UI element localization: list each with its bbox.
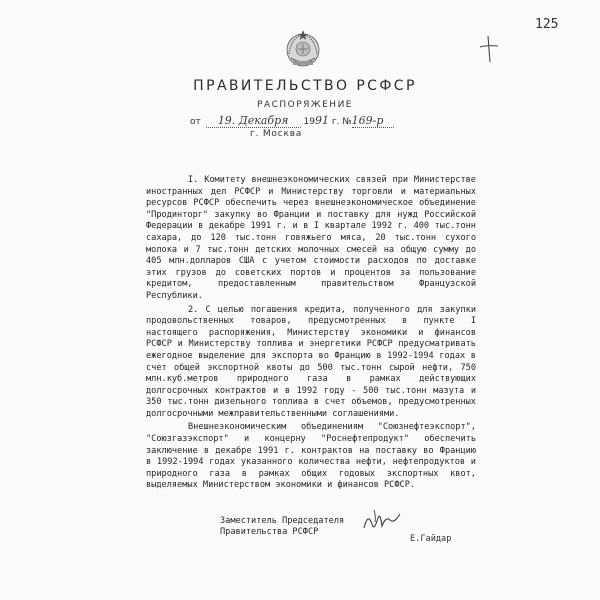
handwritten-number: 169-р	[351, 114, 384, 127]
paragraph-3: Внешнеэкономическим объединениям "Союзнефтеэкспорт", "Союзгазэкспорт" и концерну "Роснефтепродукт" обеспечить заключение в декабре 1991 г. контрактов на поставку во Францию в 1992-1994 годах указанного количества нефти, нефтепродуктов и природного газа в рамках общих годовых экспортных квот, выделяемых Министерством экономики и финансов РСФСР.	[146, 422, 476, 491]
signer-position-line-1: Заместитель Председателя	[220, 516, 345, 526]
document-type: РАСПОРЯЖЕНИЕ	[257, 100, 353, 110]
handwritten-date: 19. Декабря	[217, 114, 289, 127]
number-prefix: №	[342, 117, 352, 127]
paragraph-2: 2. С целью погашения кредита, полученного для закупки продовольственных товаров, предусмотренных в пункте I настоящего распоряжения, Министерству экономики и финансов РСФСР и Министерству топлива и энергетики РСФСР предусматривать ежегодное выделение для экспорта во Францию в 1992-1994 годах в счет общей экспортной квоты до 500 тыс.тонн сырой нефти, 750 млн.куб.метров природного газа в рамках действующих долгосрочных контрактов и в 1992 году - 500 тыс.тонн мазута и 350 тыс.тонн дизельного топлива в счет объемов, предусмотренных долгосрочными межправительственными соглашениями.	[146, 304, 476, 419]
date-field	[206, 114, 301, 128]
paragraph-1: I. Комитету внешнеэкономических связей при Министерстве иностранных дел РСФСР и Министерству торговли и материальных ресурсов РСФСР обеспечить через внешнеэкономическое объединение "Продинторг" закупку во Франции и поставку для нужд Российской Федерации в декабре 1991 г. и в I квартале 1992 г. 400 тыс.тонн сахара, до 120 тыс.тонн говяжьего мяса, 20 тыс.тонн сухого молока и 7 тыс.тонн детских молочных смесей на общую сумму до 405 млн.долларов США с учетом стоимости расходов по доставке этих грузов до советских портов и процентов за пользование кредитом, предоставленным правительством Французской Республики.	[146, 175, 476, 301]
signer-name: Е.Гайдар	[410, 534, 452, 544]
rsfsr-emblem-icon	[283, 28, 323, 70]
signer-position	[220, 516, 344, 538]
year-prefix: 19	[303, 117, 315, 127]
page-number: 125	[535, 17, 559, 32]
year-suffix: г.	[331, 117, 340, 127]
handwritten-year: 91	[314, 114, 329, 127]
date-prefix: от	[190, 117, 201, 127]
government-title: ПРАВИТЕЛЬСТВО РСФСР	[193, 78, 417, 94]
signer-position-line-2: Правительства РСФСР	[220, 527, 319, 537]
number-field	[352, 114, 394, 128]
city: г. Москва	[250, 129, 303, 139]
handwritten-signature-icon	[360, 506, 405, 536]
document-body	[146, 175, 476, 492]
handwritten-cross-mark-icon	[478, 34, 500, 64]
date-number-line	[190, 114, 394, 128]
